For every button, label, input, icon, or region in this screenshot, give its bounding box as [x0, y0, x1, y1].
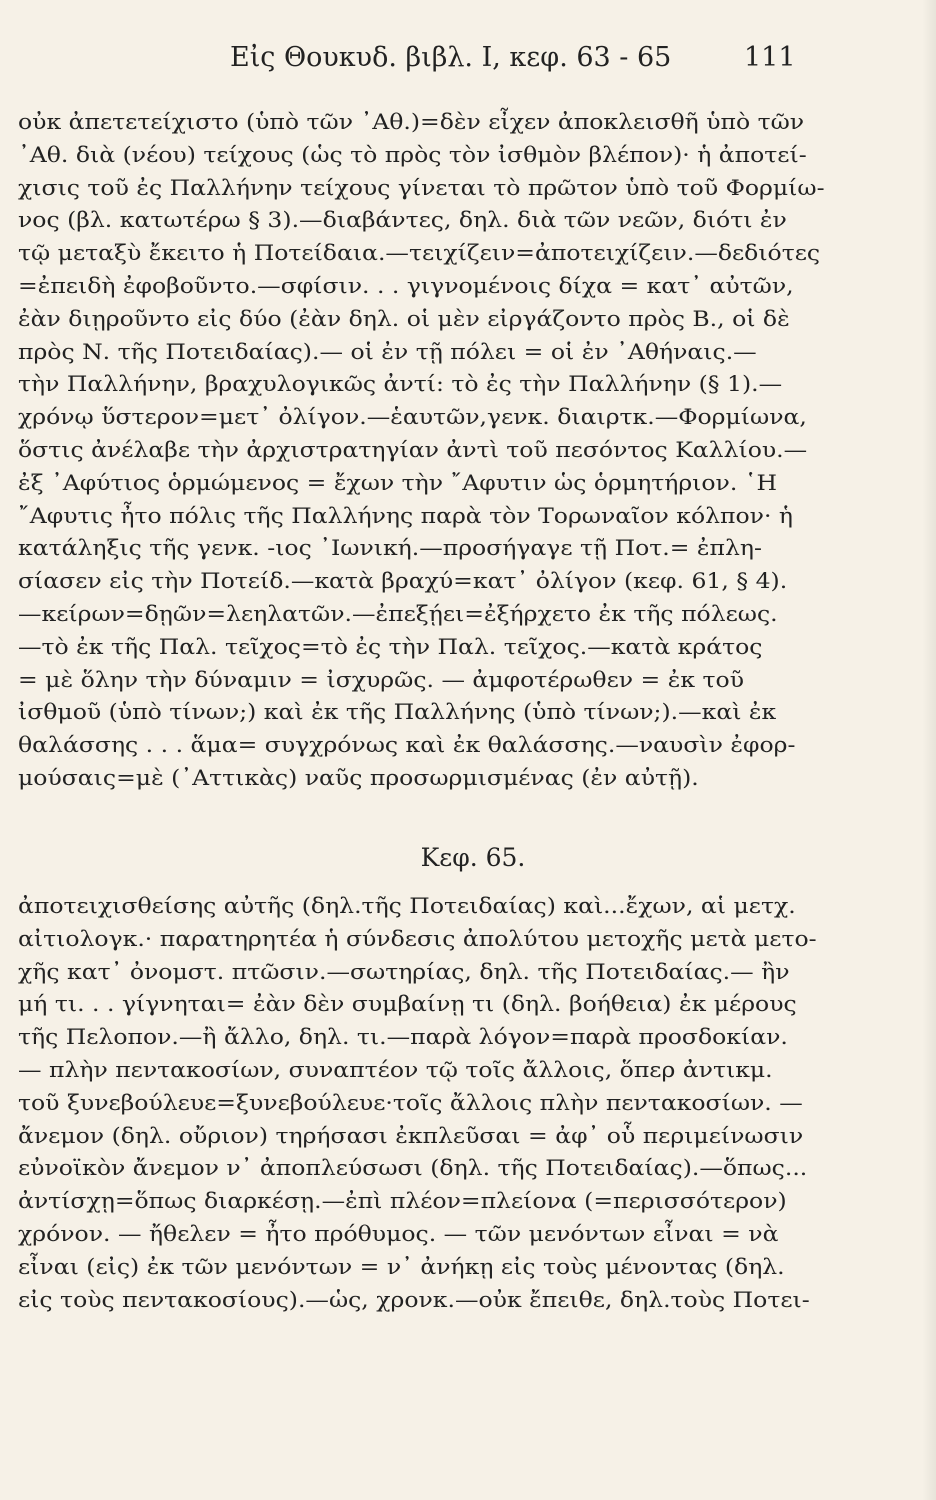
- text-line: ἰσθμοῦ (ὑπὸ τίνων;) καὶ ἐκ τῆς Παλλήνης (ὑπὸ τίνων;).—καὶ ἐκ: [18, 700, 777, 725]
- text-line: πρὸς Ν. τῆς Ποτειδαίας).— οἱ ἐν τῇ πόλει = οἱ ἐν ᾽Αθήναις.—: [18, 339, 757, 364]
- page-number: 111: [744, 42, 796, 73]
- text-line: νος (βλ. κατωτέρω § 3).—διαβάντες, δηλ. διὰ τῶν νεῶν, διότι ἐν: [18, 208, 787, 233]
- text-line: χρόνῳ ὕστερον=μετ᾽ ὀλίγον.—ἑαυτῶν,γενκ. διαιρτκ.—Φορμίωνα,: [18, 405, 807, 430]
- text-line: κατάληξις τῆς γενκ. -ιος ᾽Ιωνική.—προσήγαγε τῇ Ποτ.= ἐπλη-: [18, 536, 762, 561]
- text-line: εἶναι (εἰς) ἐκ τῶν μενόντων = ν᾽ ἀνήκῃ εἰς τοὺς μένοντας (δηλ.: [18, 1254, 785, 1279]
- text-line: χισις τοῦ ἐς Παλλήνην τείχους γίνεται τὸ πρῶτον ὑπὸ τοῦ Φορμίω-: [18, 175, 825, 200]
- text-line: =ἐπειδὴ ἐφοβοῦντο.—σφίσιν. . . γιγνομένοις δίχα = κατ᾽ αὐτῶν,: [18, 273, 794, 298]
- page-header: [0, 38, 936, 88]
- text-line: μούσαις=μὲ (᾽Αττικὰς) ναῦς προσωρμισμένας (ἐν αὐτῇ).: [18, 765, 699, 790]
- text-line: θαλάσσης . . . ἅμα= συγχρόνως καὶ ἐκ θαλάσσης.—ναυσὶν ἐφορ-: [18, 733, 796, 758]
- text-line: τὴν Παλλήνην, βραχυλογικῶς ἀντί: τὸ ἐς τὴν Παλλήνην (§ 1).—: [18, 372, 783, 397]
- section-heading: Κεφ. 65.: [420, 843, 526, 872]
- text-line: χρόνον. — ἤθελεν = ἦτο πρόθυμος. — τῶν μενόντων εἶναι = νὰ: [18, 1221, 779, 1246]
- text-line: εἰς τοὺς πεντακοσίους).—ὡς, χρονκ.—οὐκ ἔπειθε, δηλ.τοὺς Ποτει-: [18, 1287, 810, 1312]
- text-line: σίασεν εἰς τὴν Ποτείδ.—κατὰ βραχύ=κατ᾽ ὀλίγον (κεφ. 61, § 4).: [18, 569, 788, 594]
- text-line: οὐκ ἀπετετείχιστο (ὑπὸ τῶν ᾽Αθ.)=δὲν εἶχεν ἀποκλεισθῆ ὑπὸ τῶν: [18, 110, 805, 134]
- text-line: χῆς κατ᾽ ὀνομστ. πτῶσιν.—σωτηρίας, δηλ. τῆς Ποτειδαίας.— ἢν: [18, 959, 790, 984]
- text-line: εὐνοϊκὸν ἄνεμον ν᾽ ἀποπλεύσωσι (δηλ. τῆς Ποτειδαίας).—ὅπως...: [18, 1156, 808, 1181]
- text-line: ἐξ ᾽Αφύτιος ὁρμώμενος = ἔχων τὴν ῎Αφυτιν ὡς ὁρμητήριον. ῾Η: [18, 470, 778, 495]
- text-line: αἰτιολογκ.· παρατηρητέα ἡ σύνδεσις ἀπολύτου μετοχῆς μετὰ μετο-: [18, 926, 817, 951]
- commentary-block-chapter-65: [18, 890, 888, 1316]
- text-line: τῷ μεταξὺ ἔκειτο ἡ Ποτείδαια.—τειχίζειν=ἀποτειχίζειν.—δεδιότες: [18, 241, 821, 266]
- text-line: ἀποτειχισθείσης αὐτῆς (δηλ.τῆς Ποτειδαίας) καὶ...ἔχων, αἱ μετχ.: [18, 894, 796, 918]
- text-line: ἐὰν διῃροῦντο εἰς δύο (ἐὰν δηλ. οἱ μὲν εἰργάζοντο πρὸς Β., οἱ δὲ: [18, 306, 790, 331]
- text-line: — πλὴν πεντακοσίων, συναπτέον τῷ τοῖς ἄλλοις, ὅπερ ἀντικμ.: [18, 1057, 773, 1082]
- page-edge-shadow: [922, 0, 936, 1500]
- running-head: Εἰς Θουκυδ. βιβλ. Ι, κεφ. 63 - 65: [230, 42, 672, 73]
- text-line: —κείρων=δῃῶν=λεηλατῶν.—ἐπεξῄει=ἐξήρχετο ἐκ τῆς πόλεως.: [18, 601, 778, 626]
- text-line: ἀντίσχῃ=ὅπως διαρκέσῃ.—ἐπὶ πλέον=πλείονα (=περισσότερον): [18, 1189, 787, 1214]
- text-line: —τὸ ἐκ τῆς Παλ. τεῖχος=τὸ ἐς τὴν Παλ. τεῖχος.—κατὰ κράτος: [18, 634, 763, 659]
- text-line: τοῦ ξυνεβούλευε=ξυνεβούλευε·τοῖς ἄλλοις πλὴν πεντακοσίων. —: [18, 1090, 803, 1115]
- text-line: ὅστις ἀνέλαβε τὴν ἀρχιστρατηγίαν ἀντὶ τοῦ πεσόντος Καλλίου.—: [18, 437, 808, 462]
- commentary-block-chapter-63-64: [18, 106, 888, 795]
- text-line: = μὲ ὅλην τὴν δύναμιν = ἰσχυρῶς. — ἀμφοτέρωθεν = ἐκ τοῦ: [18, 667, 745, 692]
- text-line: μή τι. . . γίγνηται= ἐὰν δὲν συμβαίνῃ τι (δηλ. βοήθεια) ἐκ μέρους: [18, 992, 797, 1017]
- text-line: ἄνεμον (δηλ. οὔριον) τηρήσασι ἐκπλεῦσαι = ἀφ᾽ οὗ περιμείνωσιν: [18, 1123, 804, 1148]
- text-line: τῆς Πελοπον.—ἢ ἄλλο, δηλ. τι.—παρὰ λόγον=παρὰ προσδοκίαν.: [18, 1025, 788, 1050]
- text-line: ῎Αφυτις ἦτο πόλις τῆς Παλλήνης παρὰ τὸν Τορωναῖον κόλπον· ἡ: [18, 503, 794, 528]
- text-line: ᾽Αθ. διὰ (νέου) τείχους (ὡς τὸ πρὸς τὸν ἰσθμὸν βλέπον)· ἡ ἀποτεί-: [18, 142, 807, 167]
